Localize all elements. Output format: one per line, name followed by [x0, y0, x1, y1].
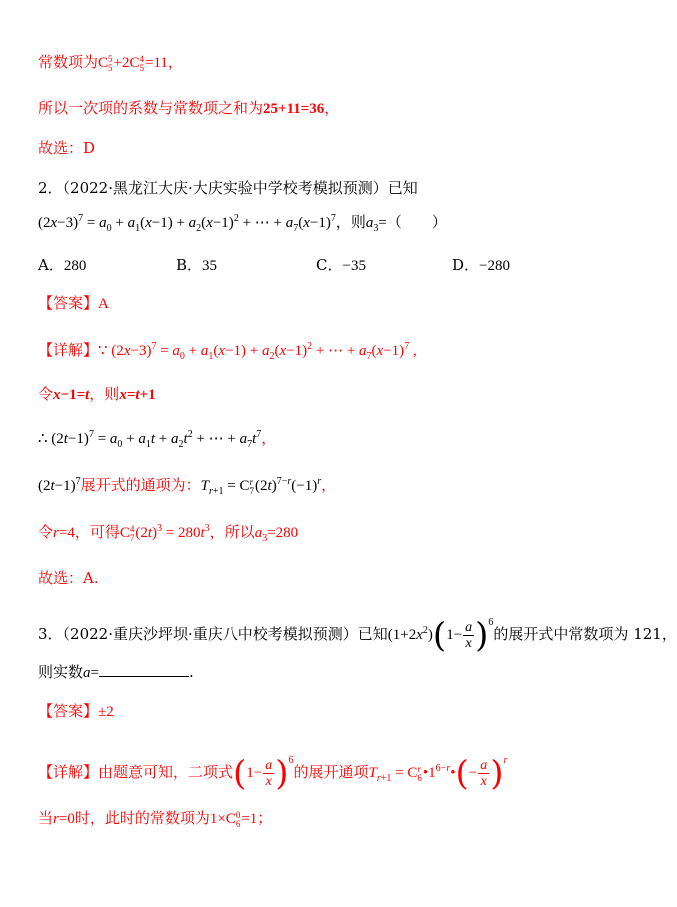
sum-line: [38, 98, 339, 119]
formula-substitution: x−1=t: [53, 387, 90, 403]
q3-answer: [38, 701, 114, 722]
when-label: 当: [38, 809, 54, 827]
q2-verb: 已知: [387, 179, 418, 197]
q3-number: 3．: [38, 624, 63, 643]
formula-a-equals: a=: [83, 665, 99, 681]
detail-tag: 【详解】: [38, 341, 99, 359]
option-c[interactable]: C．−35: [316, 256, 366, 274]
formula-a3-result: $a_3=280$: [254, 525, 299, 544]
formula-because: ∵ $(2x-3)^7 = a_0 + a_1(x-1) + a_2(x-1)^2$ + ⋯ + $a_7(x-1)^7$ ,: [98, 341, 417, 362]
formula-general-term: $T_{r+1} = C$ r 7 $(2t)^{7-r}(-1)^r$: [200, 476, 322, 497]
q2-detail-line4: $(2t-1)^7$展开式的通项为：$T_{r+1} = C$ r 7 $(2t)^{7-r}(-1)^r$，: [38, 476, 337, 497]
formula-binomial: $(2t-1)^7$: [38, 476, 81, 494]
detail-tag: 【详解】: [38, 762, 99, 781]
q2-ask: ，则: [335, 213, 366, 231]
formula-general-term-q3: $T_{r+1} = C$ r 6 $•1^{6-r}•(-$ $\frac{a}{x}$ )$^r$: [368, 753, 508, 794]
q2-paren: （ ）: [386, 213, 447, 231]
q3-line2: 则实数a= .: [38, 663, 194, 681]
q2-options: [38, 255, 598, 275]
constant-term-line: [38, 52, 183, 73]
punctuation: ，: [324, 99, 340, 117]
general-term-label: 展开式的通项为：: [80, 476, 201, 494]
sum-label: 所以一次项的系数与常数项之和为: [38, 99, 264, 117]
q3-verb: 已知: [357, 624, 388, 643]
formula-therefore: ∴ $(2t-1)^7 = a_0 + a_1t + a_2t^2$ + ⋯ + $a_7t^7$: [38, 429, 262, 450]
q2-answer: [38, 293, 109, 314]
formula-r0: r=0: [53, 811, 75, 827]
let2-label: 令: [38, 523, 54, 541]
formula-product: $(1+2x^2)(1-$ $\frac{a}{x}$ )$^6$: [387, 615, 494, 656]
answer-tag: 【答案】: [38, 294, 99, 312]
q2-equation: [38, 212, 447, 233]
formula-r4: r=4: [53, 525, 75, 541]
formula-a3: $a_3=$: [365, 215, 387, 234]
formula-constant-q3: 1×C 0 6 =1: [209, 809, 258, 829]
answer-blank[interactable]: [99, 662, 189, 677]
when-mid: 时，此时的常数项为: [74, 809, 210, 827]
q2-detail-line3: ∴ $(2t-1)^7 = a_0 + a_1t + a_2t^2$ + ⋯ + $a_7t^7$，: [38, 429, 277, 450]
formula-coefficient: C 4 7 $(2t)^3 = 280t^3$: [119, 523, 210, 543]
q3-tail: 的展开式中常数项为 121，: [493, 624, 677, 643]
choice-line-q2: 故选：A.: [38, 569, 99, 587]
answer-tag: 【答案】: [38, 702, 99, 720]
q2-source: （2022·黑龙江大庆·大庆实验中学校考模拟预测）: [62, 179, 388, 197]
detail-text: 由题意可知，二项式: [98, 762, 234, 781]
q2-header: [38, 178, 418, 198]
choice-line-q1: 故选：D: [38, 139, 96, 157]
q3-source: （2022·重庆沙坪坝·重庆八中校考模拟预测）: [62, 624, 358, 643]
q3-detail-line1: [38, 753, 508, 794]
q2-detail-line1: [38, 340, 417, 361]
q3-prefix: 则实数: [38, 663, 84, 681]
formula-sum: 25+11=36: [263, 101, 325, 117]
punctuation: ，: [167, 53, 183, 71]
q2-detail-line2: [38, 384, 156, 405]
formula-constant-sum: C 5 5 +2C 4 5 =11: [98, 53, 168, 73]
formula-x: x=t+1: [119, 387, 156, 403]
so-label: ，所以: [209, 523, 255, 541]
get-label: ，可得: [74, 523, 120, 541]
answer-value: ±2: [98, 704, 114, 720]
q3-detail-line2: [38, 808, 272, 829]
option-a[interactable]: A．280: [38, 256, 87, 274]
let-label: 令: [38, 385, 54, 403]
detail-mid: 的展开通项: [293, 762, 369, 781]
option-d[interactable]: D．−280: [452, 256, 510, 274]
formula-expansion: $(2x-3)^7 = a_0 + a_1(x-1) + a_2(x-1)^2$ + ⋯ + $a_7(x-1)^7$: [38, 213, 336, 234]
then-label: ，则: [89, 385, 120, 403]
q2-detail-line5: [38, 522, 298, 543]
punctuation: ；: [257, 809, 273, 827]
answer-value: A: [98, 296, 109, 312]
formula-binomial-q3: (1− $\frac{a}{x}$ )$^6$: [233, 753, 294, 794]
constant-term-label: 常数项为: [38, 53, 99, 71]
q2-number: 2．: [38, 179, 63, 197]
option-b[interactable]: B．35: [176, 256, 218, 274]
q3-header: [38, 615, 677, 656]
